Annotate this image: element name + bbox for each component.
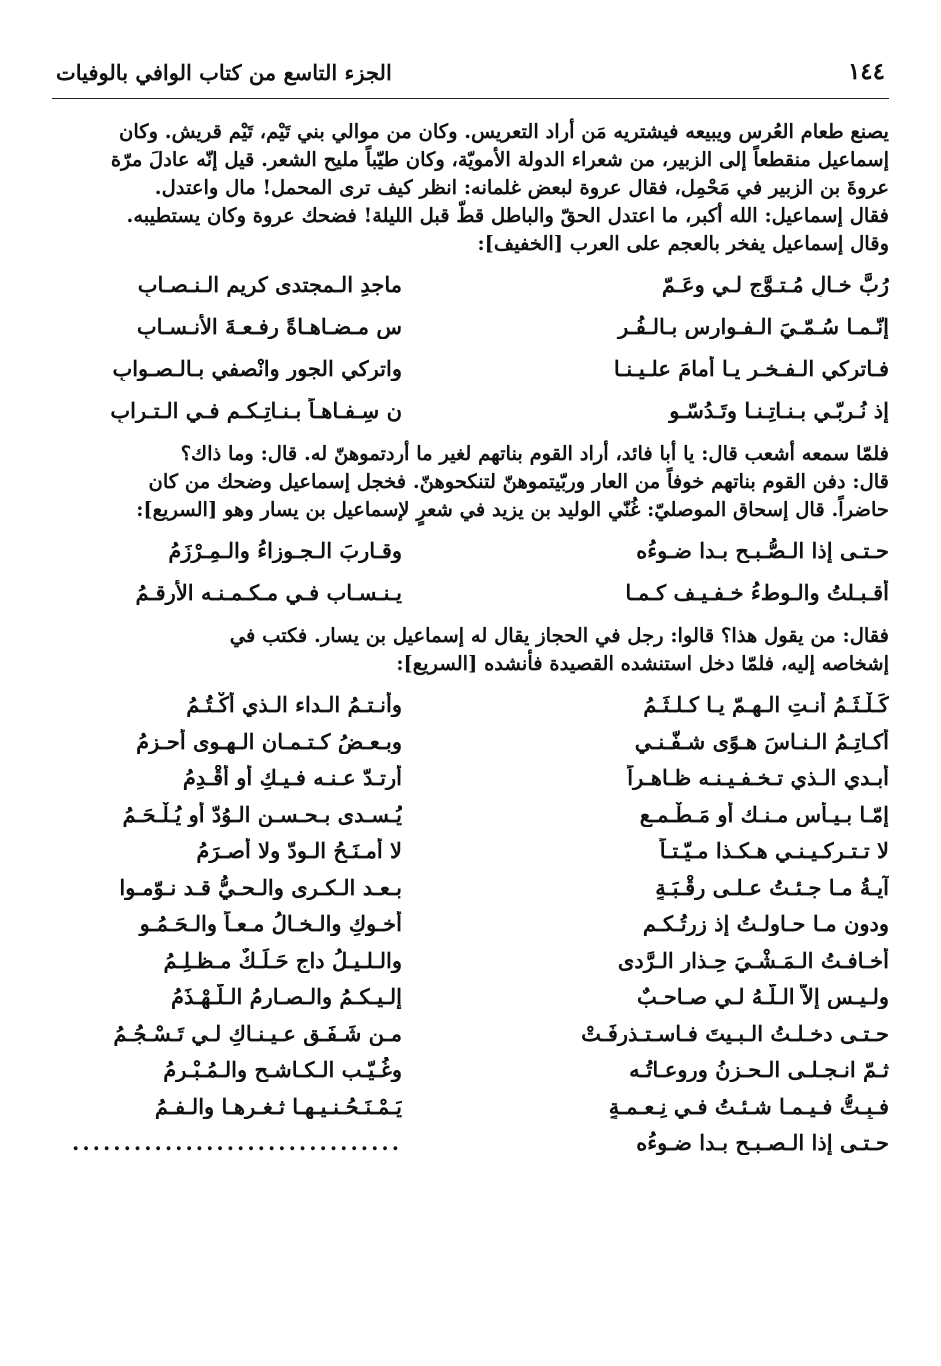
poem-sari-1 <box>52 532 889 616</box>
verse <box>52 832 889 869</box>
verse <box>52 532 889 574</box>
verse-second-hemistich: يُـسـدى بـحـسـن الـوُدّ أو يُـلْـحَـمُ <box>122 801 402 827</box>
verse <box>52 942 889 979</box>
verse <box>52 869 889 906</box>
page-header <box>52 52 889 99</box>
verse-first-hemistich: رُبَّ خـالٍ مُـتـوَّجٍ لـي وعَـمّ <box>661 272 889 297</box>
verse <box>52 266 889 308</box>
poem-khafif <box>52 266 889 434</box>
verse <box>52 1051 889 1088</box>
verse-first-hemistich: فـاتركي الـفـخـر يـا أُمامَ علـيـنـا <box>613 356 889 381</box>
verse-first-hemistich: ثـمّ انـجـلـى الـحـزنُ وروعـاتُـه <box>629 1057 889 1082</box>
ellipsis-dots: ................................ <box>72 1130 402 1155</box>
verse-first-hemistich: حـتـى إذا الـصُّـبـح بـدا ضـوءُه <box>636 538 889 563</box>
verse <box>52 905 889 942</box>
verse-second-hemistich: إلـيـكـمُ والـصـارمُ الـلَّـهْـذَمُ <box>171 984 402 1009</box>
page-body <box>52 118 889 1167</box>
verse-first-hemistich: ولـيـس إلاّ الـلّـهُ لـي صـاحـبٌ <box>637 984 889 1009</box>
verse-second-hemistich: ن سِـفـاهـاً بـنـاتِـكـم فـي الـتـرابِ <box>110 398 402 423</box>
verse <box>52 759 889 796</box>
verse <box>52 686 889 723</box>
verse-first-hemistich: كَـلْـثَـمُ أنـتِ الـهـمّ يـا كـلـثَـمُ <box>643 692 889 717</box>
verse-second-hemistich: وأنـتـمُ الـداء الـذي أكْـتُـمُ <box>186 692 402 717</box>
verse-second-hemistich: لا أُمـنَـحُ الـودّ ولا أُصـرَمُ <box>196 838 402 863</box>
verse-second-hemistich: مـن شَـفَـقٍ عـيـنـاكِ لـي تَـسْـجُـمُ <box>113 1020 402 1046</box>
verse-first-hemistich: إنّـمـا سُـمّـيَ الـفـوارس بـالـفُـر <box>618 314 889 339</box>
prose-line: عروةَ بن الزبير في مَحْمِل، فقال عروة لبعض غلمانه: انظر كيف ترى المحمل! مال واعتدل. <box>154 176 889 199</box>
verse-second-hemistich: س مـضـاهـاةً رفـعـةَ الأنـسـابِ <box>136 314 402 339</box>
verse <box>52 796 889 833</box>
verse-first-hemistich: فـبِـتُّ فـيـمـا شـئـتُ فـي نِـعـمـةٍ <box>608 1093 889 1119</box>
verse-first-hemistich: أقـبـلتُ والـوطءُ خـفـيـف كـمـا <box>625 580 889 605</box>
verse-first-hemistich: إمّـا بـيـأسٍ مـنـك أو مَـطْـمـعٍ <box>639 801 889 827</box>
verse-second-hemistich: بـعـد الـكـرى والـحـيُّ قـد نـوّمـوا <box>119 874 402 900</box>
verse <box>52 308 889 350</box>
prose-line: حاضراً. قال إسحاق الموصليّ: غُنّي الوليد بن يزيد في شعرٍ لإسماعيل بن يسار وهو [السريع]: <box>136 498 889 521</box>
prose-block-1 <box>52 118 889 258</box>
verse <box>52 1124 889 1161</box>
verse-first-hemistich: إذ نُـربّـي بـنـاتِـنـا وتَـدُسّـو <box>669 398 889 423</box>
prose-line: فلمّا سمعه أشعب قال: يا أبا فائد، أراد القوم بناتهم لغير ما أردتموهنّ له. قال: وما ذاك؟ <box>180 442 889 465</box>
verse-first-hemistich: ودون مـا حـاولـتُ إذ زرتُـكـم <box>642 911 889 936</box>
poem-sari-2 <box>52 686 889 1161</box>
verse-second-hemistich: يـنـسـاب فـي مـكـمـنـه الأرقـمُ <box>135 580 402 605</box>
verse-second-hemistich: أرتـدّ عـنـه فـيـكِ أو أُقْـدِمُ <box>182 765 402 790</box>
verse-second-hemistich: أخـوكِ والـخـالُ مـعـاً والـحَـمُـو <box>139 911 402 936</box>
prose-line: قال: دفن القوم بناتهم خوفاً من العار وربّيتموهنّ لتنكحوهنّ. فخجل إسماعيل وضحك من كان <box>148 470 889 493</box>
prose-block-3 <box>52 622 889 678</box>
prose-block-2 <box>52 440 889 524</box>
verse-first-hemistich: أُكـاتِـمُ الـنـاسَ هـوًى شـفّـنـي <box>634 728 889 754</box>
verse <box>52 978 889 1015</box>
verse <box>52 1088 889 1125</box>
verse-first-hemistich: أُبـدي الـذي تـخـفـيـنـه ظـاهـراً <box>627 765 889 790</box>
verse-second-hemistich: وغُـيّـب الـكـاشـح والـمُـبْـرِمُ <box>163 1057 402 1082</box>
verse-second-hemistich: ماجدِ الـمجتدى كريمِ الـنـصـابِ <box>137 272 402 297</box>
verse <box>52 723 889 760</box>
prose-line: وقال إسماعيل يفخر بالعجم على العرب [الخفيف]: <box>477 232 889 255</box>
verse-first-hemistich: آيـةُ مـا جـئـتُ عـلـى رِقْـبَـةٍ <box>655 874 889 900</box>
verse <box>52 350 889 392</box>
prose-line: إسماعيل منقطعاً إلى الزبير، من شعراء الدولة الأمويّة، وكان طيّباً مليح الشعر. قيل إنّه عادلَ مرّة <box>110 148 889 171</box>
verse-second-hemistich: وبـعـضُ كـتـمـان الـهـوى أحـزمُ <box>136 728 402 754</box>
verse-second-hemistich: وقـاربَ الـجـوزاءُ والـمِـرْزَمُ <box>168 538 402 563</box>
verse <box>52 392 889 434</box>
verse <box>52 1015 889 1052</box>
verse-first-hemistich: حـتـى إذا الـصـبـح بـدا ضـوءُه <box>636 1130 889 1155</box>
prose-line: يصنع طعام العُرس ويبيعه فيشتريه مَن أراد التعريس. وكان من موالي بني تَيْم، تَيْم قريش. وكان <box>119 120 889 143</box>
running-title: الجزء التاسع من كتاب الوافي بالوفيات <box>56 60 392 85</box>
verse-second-hemistich: يَـمْـنَـحُـنـيـهـا ثـغـرهـا والـفـمُ <box>154 1093 402 1119</box>
verse <box>52 574 889 616</box>
verse-first-hemistich: أُخـافـتُ الـمَـشْـيَ حِـذار الـرَّدى <box>617 947 889 973</box>
prose-line: إشخاصه إليه، فلمّا دخل استنشده القصيدة فأنشده [السريع]: <box>396 652 889 675</box>
prose-line: فقال إسماعيل: الله أكبر، ما اعتدل الحقّ والباطل قطّ قبل الليلة! فضحك عروة وكان يستطيبه. <box>126 204 889 227</box>
verse-first-hemistich: لا تـتـركـيـنـي هـكـذا مـيّـتـاً <box>659 838 889 863</box>
verse-second-hemistich: واتركي الجور وانْصفي بـالـصـوابِ <box>112 356 402 381</box>
page-number: ١٤٤ <box>847 58 885 85</box>
verse-second-hemistich: والـلـيـلُ داجٍ حَـلَـكٌ مـظـلِـمُ <box>163 947 402 973</box>
prose-line: فقال: من يقول هذا؟ قالوا: رجل في الحجاز يقال له إسماعيل بن يسار. فكتب في <box>229 624 889 647</box>
verse-first-hemistich: حـتـى دخـلـتُ الـبـيتَ فـاسـتـذرفَـتْ <box>581 1020 889 1046</box>
